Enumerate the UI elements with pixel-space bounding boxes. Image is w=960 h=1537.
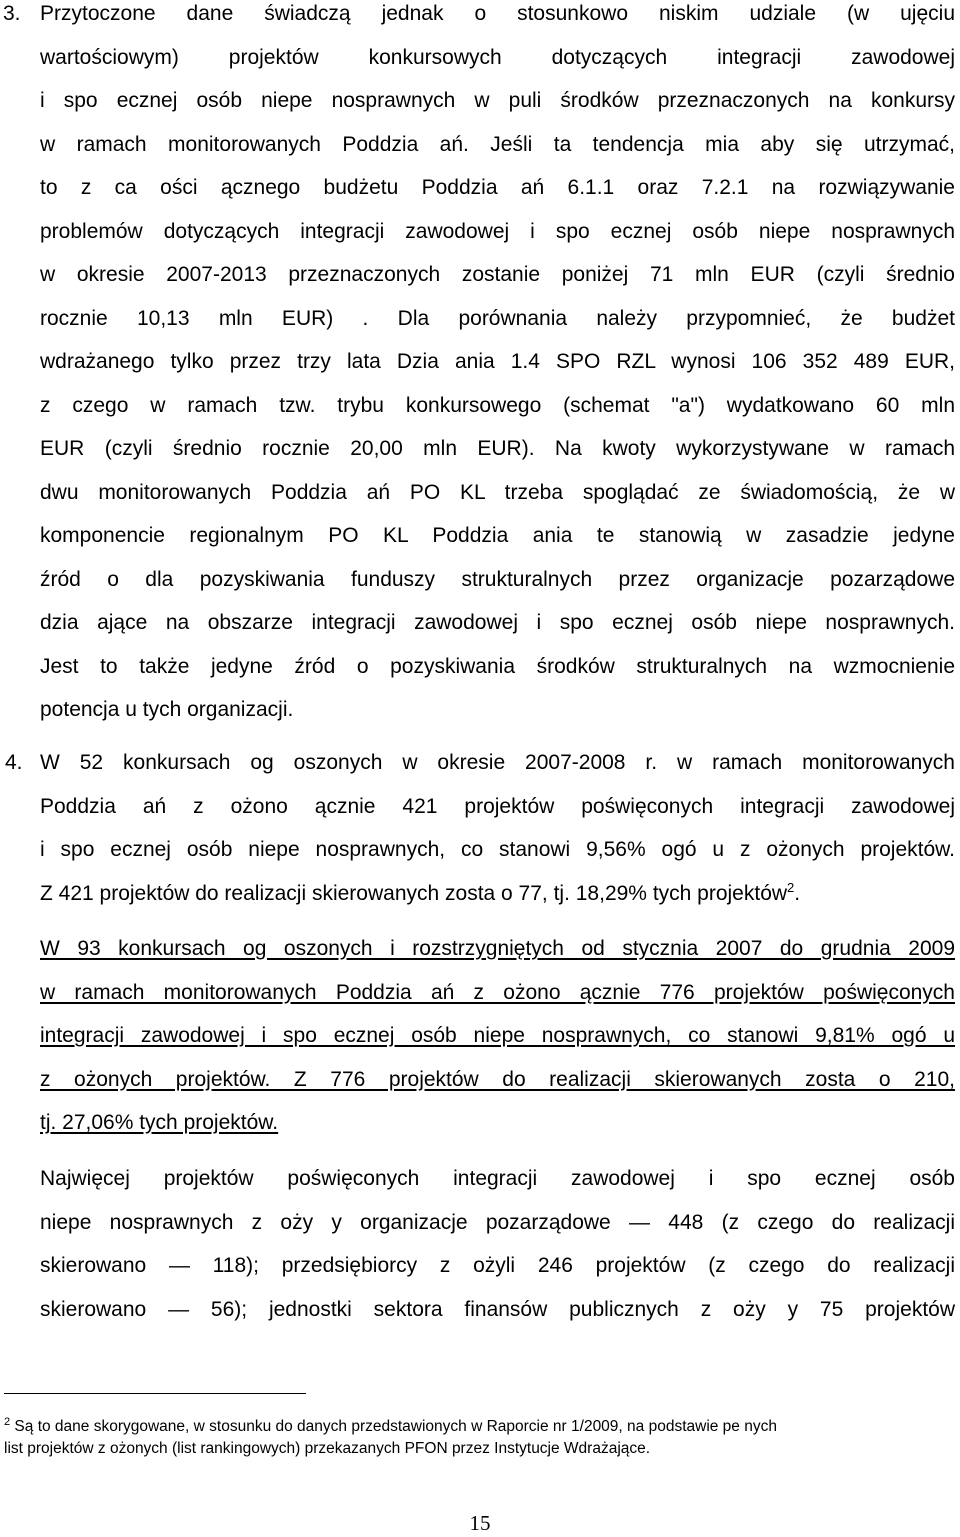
text-line: potencja u tych organizacji. — [40, 698, 294, 721]
paragraph-item-3 — [40, 0, 955, 732]
text-line: dzia ające na obszarze integracji zawodowej i spo ecznej osób niepe nosprawnych. — [40, 611, 955, 634]
paragraph-closing — [40, 1157, 955, 1331]
footnote-line — [4, 1416, 954, 1438]
text-line: komponencie regionalnym PO KL Poddzia ania te stanowią w zasadzie jedyne — [40, 524, 955, 547]
text-line: dwu monitorowanych Poddzia ań PO KL trzeba spoglądać ze świadomością, że w — [40, 480, 955, 504]
text-line: niepe nosprawnych z oży y organizacje pozarządowe — 448 (z czego do realizacji — [40, 1210, 955, 1234]
text-segment: tj. 27,06% tych projektów. — [40, 1111, 279, 1134]
text-line: w okresie 2007-2013 przeznaczonych zostanie poniżej 71 mln EUR (czyli średnio — [40, 263, 955, 286]
text-line: rocznie 10,13 mln EUR) . Dla porównania należy przypomnieć, że budżet — [40, 306, 955, 330]
list-number: 3. — [3, 2, 21, 25]
text-line: Przytoczone dane świadczą jednak o stosunkowo niskim udziale (w ujęciu — [40, 2, 955, 25]
list-number: 4. — [5, 751, 23, 774]
text-line: i spo ecznej osób niepe nosprawnych, co stanowi 9,56% ogó u z ożonych projektów. — [40, 838, 955, 861]
text-line: Jest to także jedyne źród o pozyskiwania środków strukturalnych na wzmocnienie — [40, 654, 955, 678]
text-line: źród o dla pozyskiwania funduszy strukturalnych przez organizacje pozarządowe — [40, 567, 955, 591]
page-number: 15 — [469, 1511, 491, 1535]
paragraph-underlined — [40, 927, 955, 1145]
text-line: problemów dotyczących integracji zawodowej i spo ecznej osób niepe nosprawnych — [40, 219, 955, 243]
text-line: EUR (czyli średnio rocznie 20,00 mln EUR). Na kwoty wykorzystywane w ramach — [40, 437, 955, 460]
text-line: w ramach monitorowanych Poddzia ań. Jeśli ta tendencja mia aby się utrzymać, — [40, 132, 955, 156]
paragraph-item-4 — [40, 741, 955, 915]
text-segment: Z 421 projektów do realizacji skierowanych zosta o 77, tj. 18,29% tych projektów — [40, 881, 788, 905]
footnote-line: list projektów z ożonych (list rankingowych) przekazanych PFON przez Instytucje Wdrażające. — [4, 1440, 651, 1457]
text-line: skierowano — 118); przedsiębiorcy z ożyli 246 projektów (z czego do realizacji — [40, 1254, 955, 1277]
underlined-line: w ramach monitorowanych Poddzia ań z ożono ącznie 776 projektów poświęconych — [40, 980, 955, 1004]
text-line-with-footnote — [40, 872, 955, 916]
text-line: Najwięcej projektów poświęconych integracji zawodowej i spo ecznej osób — [40, 1167, 955, 1190]
text-segment: . — [794, 881, 801, 905]
text-line: to z ca ości ącznego budżetu Poddzia ań 6.1.1 oraz 7.2.1 na rozwiązywanie — [40, 176, 955, 199]
footnote-marker: 2 — [4, 1415, 11, 1428]
underlined-line: W 93 konkursach og oszonych i rozstrzygniętych od stycznia 2007 do grudnia 2009 — [40, 937, 955, 960]
underlined-line: z ożonych projektów. Z 776 projektów do realizacji skierowanych zosta o 210, — [40, 1067, 955, 1091]
text-line: z czego w ramach tzw. trybu konkursowego (schemat "a") wydatkowano 60 mln — [40, 393, 955, 417]
footnote — [4, 1416, 954, 1460]
underlined-line: integracji zawodowej i spo ecznej osób niepe nosprawnych, co stanowi 9,81% ogó u — [40, 1024, 955, 1047]
text-line: Poddzia ań z ożono ącznie 421 projektów poświęconych integracji zawodowej — [40, 794, 955, 818]
footnote-marker[interactable]: 2 — [787, 879, 795, 895]
underlined-line — [40, 1101, 955, 1145]
footnote-divider — [4, 1393, 306, 1394]
text-line: wdrażanego tylko przez trzy lata Dzia ania 1.4 SPO RZL wynosi 106 352 489 EUR, — [40, 350, 955, 373]
text-line: W 52 konkursach og oszonych w okresie 2007-2008 r. w ramach monitorowanych — [40, 751, 955, 774]
text-line: i spo ecznej osób niepe nosprawnych w puli środków przeznaczonych na konkursy — [40, 89, 955, 112]
text-line: wartościowym) projektów konkursowych dotyczących integracji zawodowej — [40, 45, 955, 69]
text-line: skierowano — 56); jednostki sektora finansów publicznych z oży y 75 projektów — [40, 1297, 955, 1321]
footnote-text: Są to dane skorygowane, w stosunku do danych przedstawionych w Raporcie nr 1/2009, na podstawie pe nych — [10, 1418, 777, 1435]
